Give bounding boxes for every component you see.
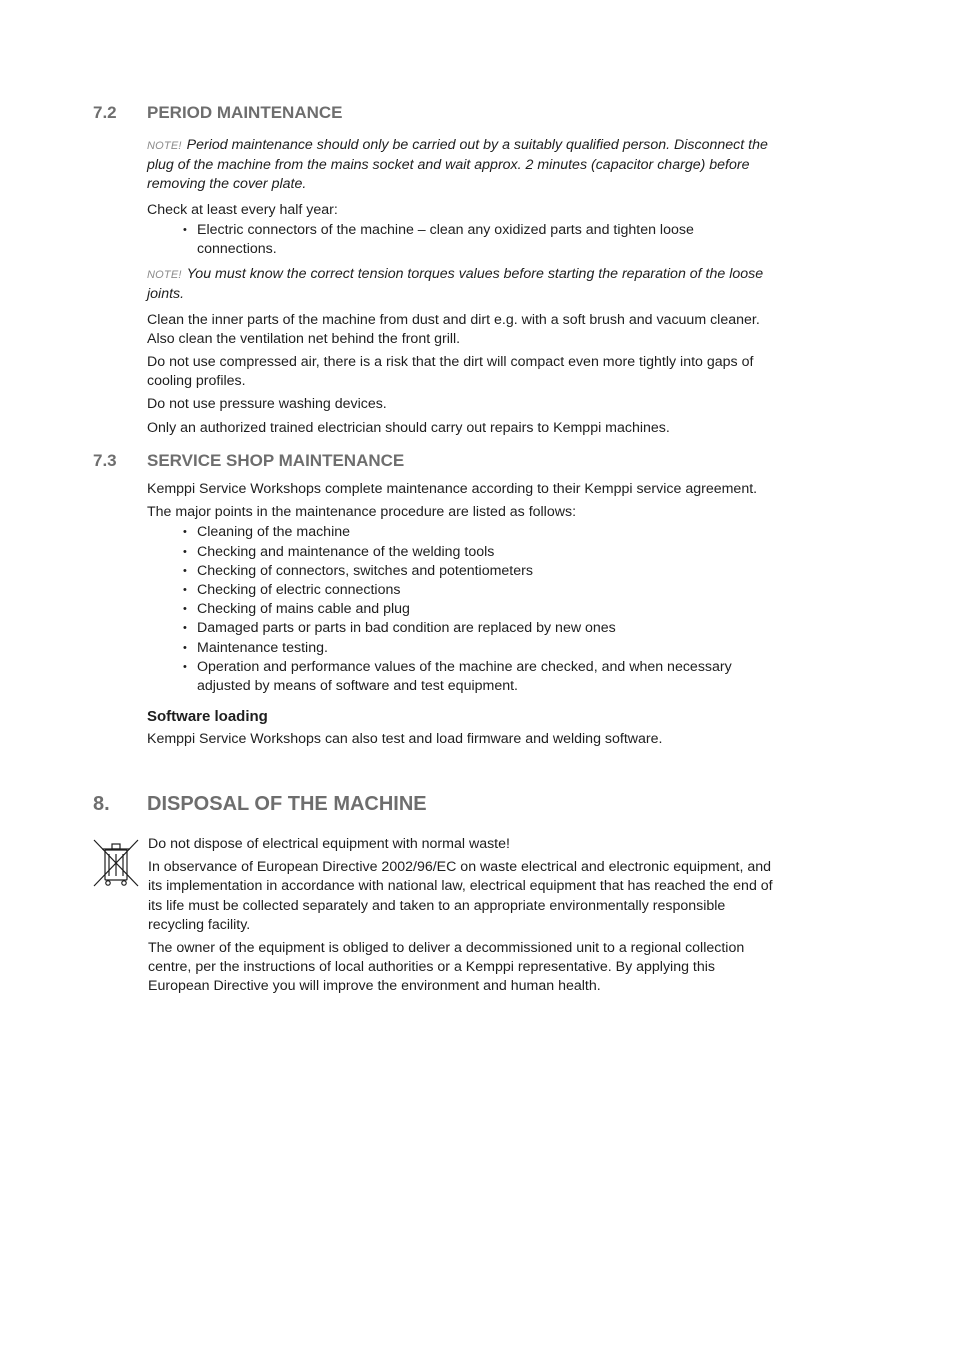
body-paragraph: Do not dispose of electrical equipment with normal waste! bbox=[148, 836, 510, 852]
body-paragraph: Only an authorized trained electrician should carry out repairs to Kemppi machines. bbox=[147, 419, 670, 436]
body-paragraph: Do not use pressure washing devices. bbox=[147, 396, 387, 413]
body-paragraph: Kemppi Service Workshops can also test and load firmware and welding software. bbox=[147, 731, 663, 748]
note-text: You must know the correct tension torques values before starting the reparation of the loose joints. bbox=[147, 266, 764, 303]
body-paragraph: Clean the inner parts of the machine from dust and dirt e.g. with a soft brush and vacuum cleaner. Also clean the ventilation net behind the front grill. bbox=[147, 311, 760, 347]
note-tag: NOTE! bbox=[147, 140, 182, 152]
body-paragraph: Do not use compressed air, there is a risk that the dirt will compact even more tightly into gaps of cooling profiles. bbox=[147, 354, 754, 390]
section-body-7-2 bbox=[147, 136, 777, 442]
section-title: SERVICE SHOP MAINTENANCE bbox=[147, 451, 405, 470]
list-item: • Electric connectors of the machine – clean any oxidized parts and tighten loose connections. bbox=[183, 221, 777, 259]
section-title: DISPOSAL OF THE MACHINE bbox=[147, 793, 427, 815]
section-body-7-3 bbox=[147, 480, 777, 754]
check-list bbox=[147, 221, 777, 259]
list-item: • Checking of electric connections bbox=[183, 581, 777, 600]
section-body-8 bbox=[148, 835, 778, 1001]
list-item: • Operation and performance values of the machine are checked, and when necessary adjusted by means of software and test equipment. bbox=[183, 658, 777, 696]
list-item: • Checking of mains cable and plug bbox=[183, 600, 777, 619]
section-number: 8. bbox=[93, 793, 110, 815]
body-paragraph: The major points in the maintenance procedure are listed as follows: bbox=[147, 504, 577, 521]
check-intro: Check at least every half year: bbox=[147, 201, 338, 218]
body-paragraph: Kemppi Service Workshops complete maintenance according to their Kemppi service agreement. bbox=[147, 481, 758, 497]
section-number: 7.2 bbox=[93, 103, 117, 122]
section-title: PERIOD MAINTENANCE bbox=[147, 103, 343, 122]
weee-crossed-bin-icon bbox=[92, 838, 140, 890]
list-item: • Cleaning of the machine bbox=[183, 523, 777, 542]
note-paragraph bbox=[147, 265, 777, 304]
body-paragraph: In observance of European Directive 2002/96/EC on waste electrical and electronic equipment, and its implementation in accordance with national law, electrical equipment that has reached the end of its life must be collected separately and taken to an appropriate environmentally responsible recycling facility. bbox=[148, 859, 773, 933]
maintenance-list bbox=[147, 523, 777, 696]
list-item: • Maintenance testing. bbox=[183, 639, 777, 658]
note-paragraph bbox=[147, 136, 777, 195]
list-item: • Checking of connectors, switches and potentiometers bbox=[183, 562, 777, 581]
list-item: • Damaged parts or parts in bad condition are replaced by new ones bbox=[183, 619, 777, 638]
note-text: Period maintenance should only be carried out by a suitably qualified person. Disconnect the plug of the machine from the mains socket and wait approx. 2 minutes (capacitor charge) before removing the cover plate. bbox=[147, 137, 768, 193]
body-paragraph: The owner of the equipment is obliged to deliver a decommissioned unit to a regional collection centre, per the instructions of local authorities or a Kemppi representative. By applying this European Directive you will improve the environment and human health. bbox=[148, 940, 745, 995]
note-tag: NOTE! bbox=[147, 269, 182, 282]
subheading: Software loading bbox=[147, 708, 268, 726]
section-number: 7.3 bbox=[93, 451, 117, 470]
list-item: • Checking and maintenance of the welding tools bbox=[183, 543, 777, 562]
